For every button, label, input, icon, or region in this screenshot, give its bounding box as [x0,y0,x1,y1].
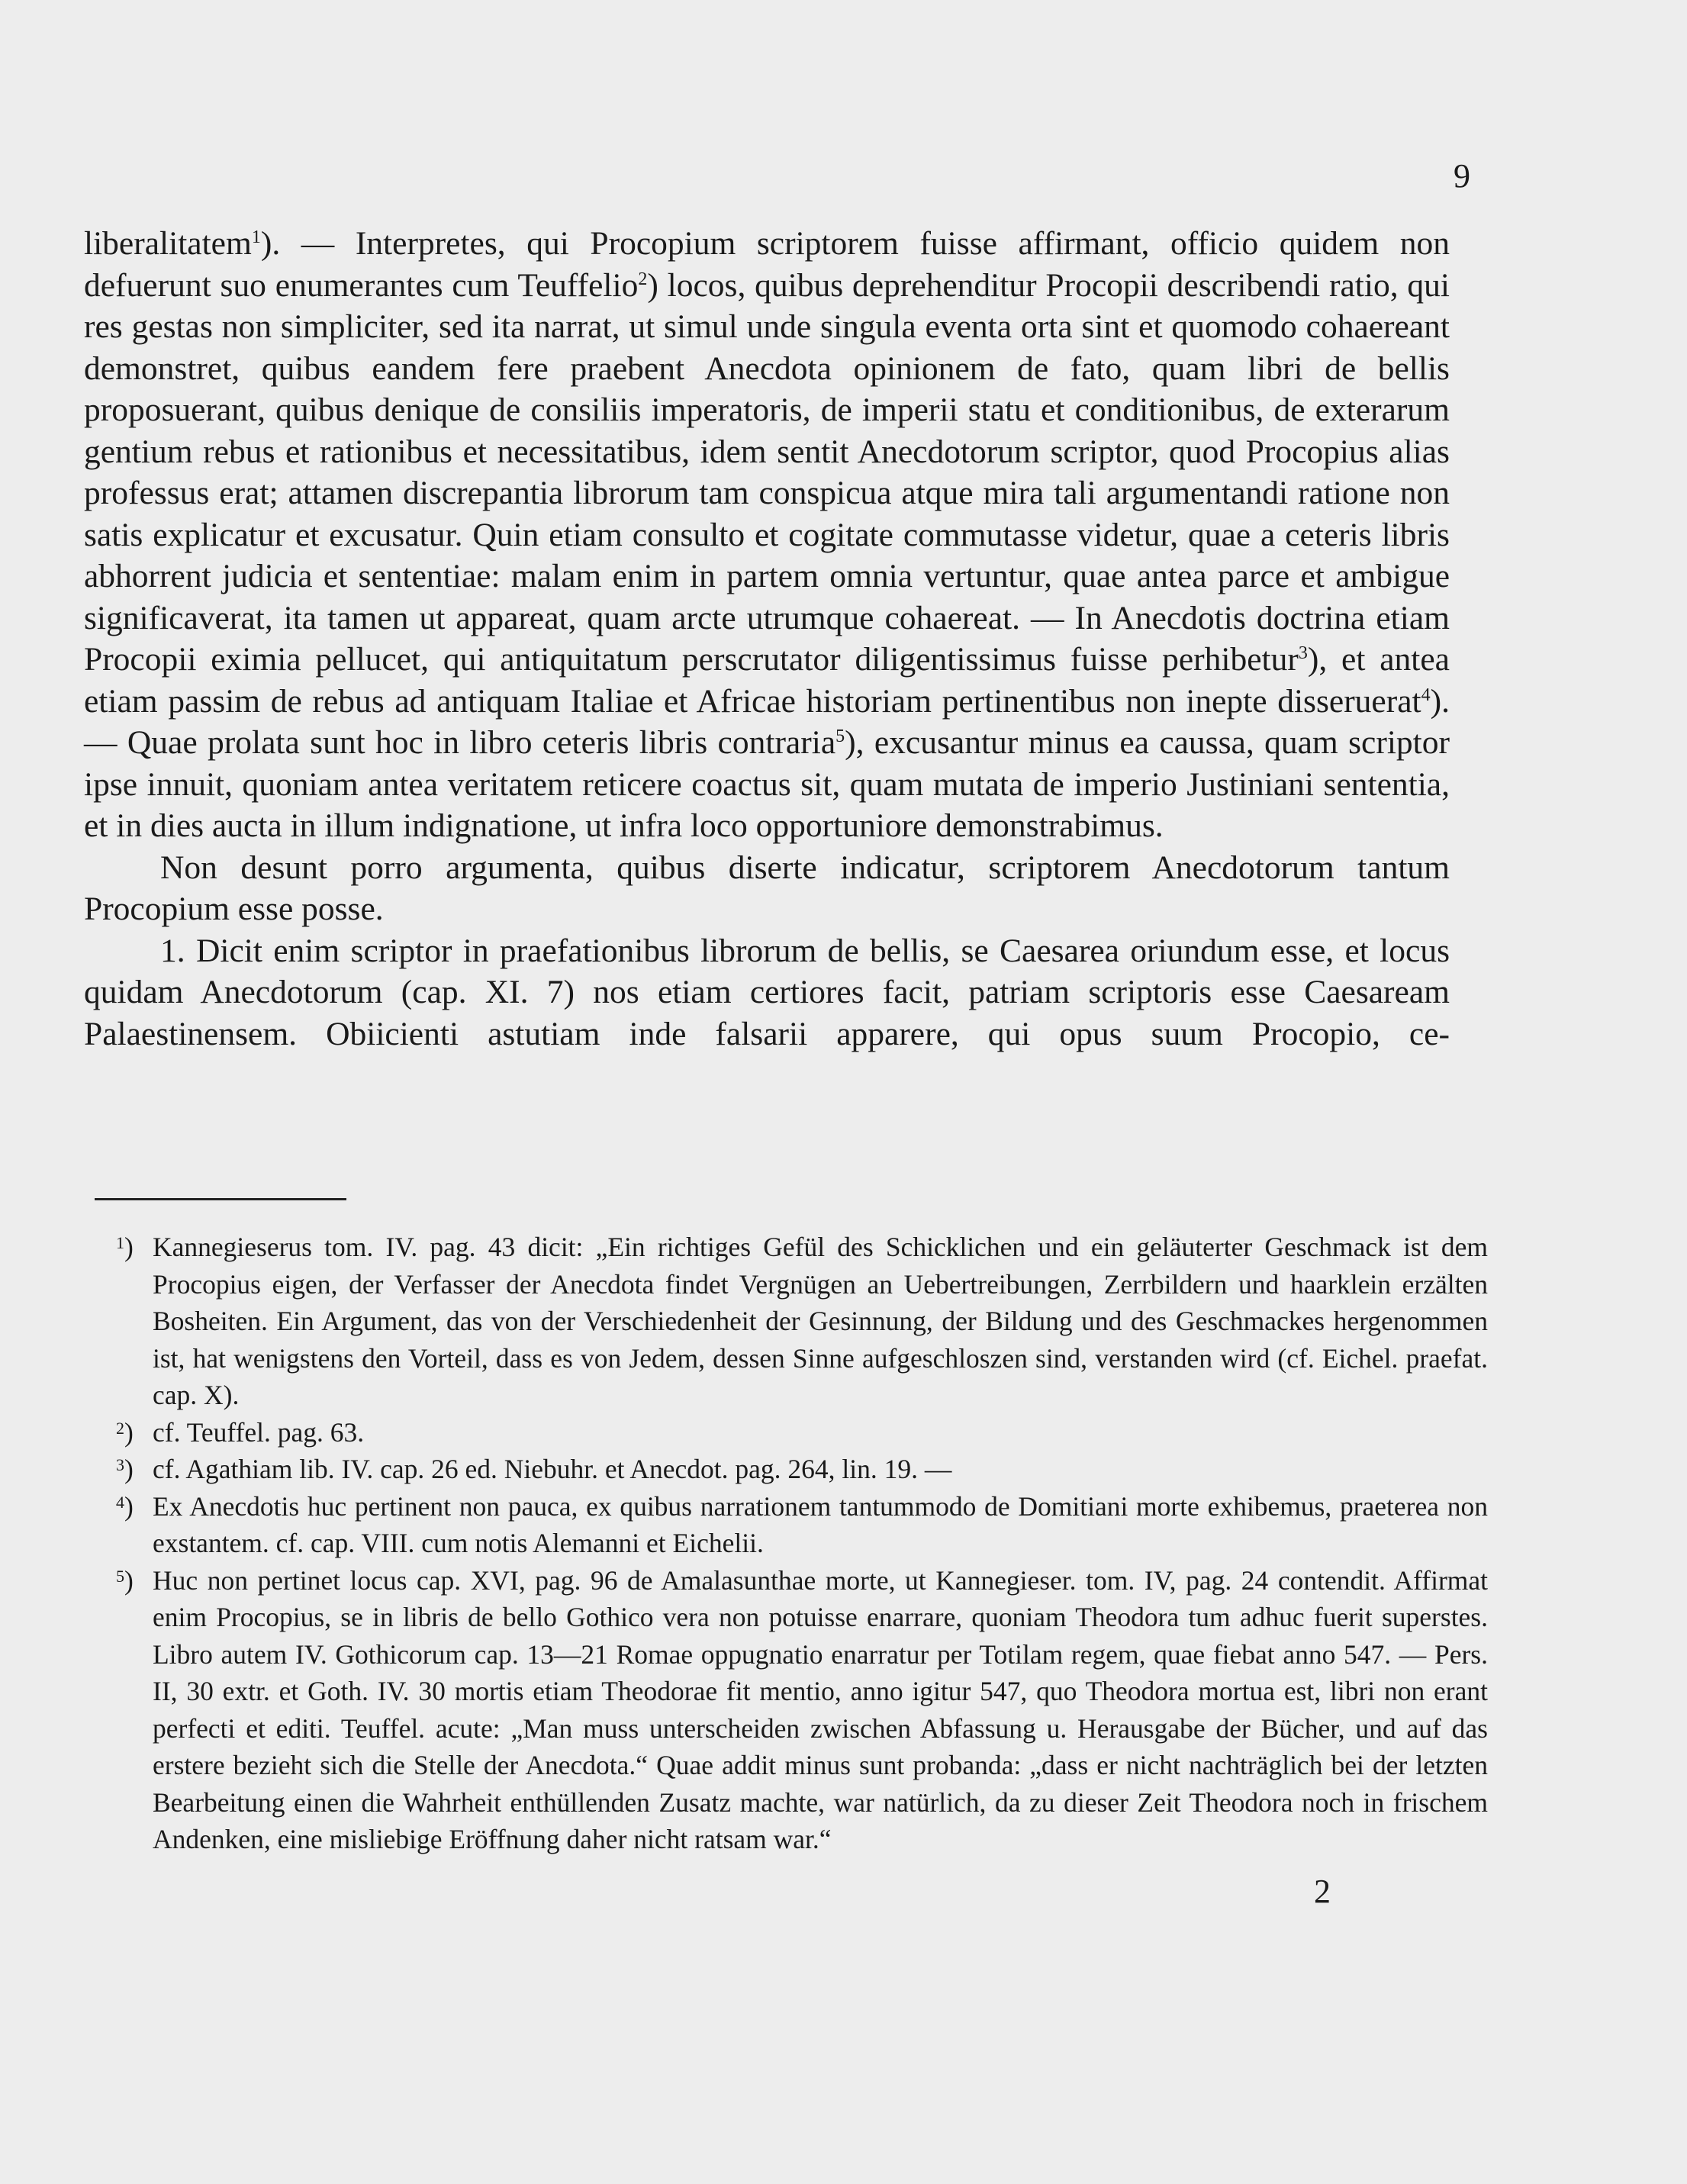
signature-mark: 2 [1314,1873,1331,1910]
page-number: 9 [1454,157,1470,195]
paragraph-3: 1. Dicit enim scriptor in praefationibus librorum de bellis, se Caesarea oriundum esse, et locus quidam Anecdotorum (cap. XI. 7) nos etiam certiores facit, patriam scriptoris esse Caesaream Palaestinensem. Obiicienti astutiam inde falsarii apparere, qui opus suum Procopio, ce- [84,932,1450,1052]
footnote-text: cf. Agathiam lib. IV. cap. 26 ed. Niebuhr. et Anecdot. pag. 264, lin. 19. — [153,1454,952,1484]
footnote-3 [116,1451,1488,1488]
footnote-ref-4: 4 [1421,685,1431,705]
footnote-4 [116,1488,1488,1562]
footnote-mark: $^5$) [116,1564,134,1596]
footnote-text: Ex Anecdotis huc pertinent non pauca, ex quibus narrationem tantummodo de Domitiani morte exhibemus, praeterea non exstantem. cf. cap. VIII. cum notis Alemanni et Eichelii. [153,1490,1488,1558]
footnotes [116,1229,1488,1858]
footnote-5 [116,1562,1488,1858]
footnote-mark: $^2$) [116,1416,134,1448]
footnote-text: cf. Teuffel. pag. 63. [153,1416,365,1448]
footnote-text: Huc non pertinet locus cap. XVI, pag. 96 de Amalasunthae morte, ut Kannegieser. tom. IV, pag. 24 contendit. Affirmat enim Procopius, se in libris de bello Gothico vera non potuisse enarrare, quoniam Theodora tum adhuc fuerit superstes. Libro autem IV. Gothicorum cap. 13—21 Romae oppugnatio enarratur per Totilam regem, quae fiebat anno 547. — Pers. II, 30 extr. et Goth. IV. 30 mortis etiam Theodorae fit mentio, anno igitur 547, quo Theodora mortua est, libri non erant perfecti et editi. Teuffel. acute: „Man muss unterscheiden zwischen Abfassung u. Herausgabe der Bücher, und auf das erstere bezieht sich die Stelle der Anecdota.“ Quae addit minus sunt probanda: „dass er nicht nachträglich bei der letzten Bearbeitung einen die Wahrheit enthüllenden Zusatz machte, war natürlich, da zu dieser Zeit Theodora noch in frischem Andenken, eine misliebige Eröffnung daher nicht ratsam war.“ [153,1564,1488,1854]
footnote-divider [95,1198,346,1200]
footnote-ref-3: 3 [1298,643,1308,663]
footnote-2 [116,1414,1488,1451]
paragraph-2: Non desunt porro argumenta, quibus diserte indicatur, scriptorem Anecdotorum tantum Procopium esse posse. [84,849,1450,927]
paragraph-1: liberalitatem$^1$). — Interpretes, qui Procopium scriptorem fuisse affirmant, officio quidem non defuerunt suo enumerantes cum Teuffelio$^2$) locos, quibus deprehenditur Procopii describendi ratio, qui res gestas non simpliciter, sed ita narrat, ut simul unde singula eventa orta sint et quomodo cohaereant demonstret, quibus eandem fere praebent Anecdota opinionem de fato, quam libri de bellis proposuerant, quibus denique de consiliis imperatoris, de imperii statu et conditionibus, de exterarum gentium rebus et rationibus et necessitatibus, idem sentit Anecdotorum scriptor, quod Procopius alias professus erat; attamen discrepantia librorum tam conspicua atque mira tali argumentandi ratione non satis explicatur et excusatur. Quin etiam consulto et cogitate commutasse videtur, quae a ceteris libris abhorrent judicia et sententiae: malam enim in partem omnia vertuntur, quae antea parce et ambigue significaverat, ita tamen ut appareat, quam arcte utrumque cohaereat. — In Anecdotis doctrina etiam Procopii eximia pellucet, qui antiquitatum perscrutator diligentissimus fuisse perhibetur$^3$), et antea etiam passim de rebus ad antiquam Italiae et Africae historiam pertinentibus non inepte disseruerat$^4$). — Quae prolata sunt hoc in libro ceteris libris contraria$^5$), excusantur minus ea caussa, quam scriptor ipse innuit, quoniam antea veritatem reticere coactus sit, quam mutata de imperio Justiniani sententia, et in dies aucta in illum indignatione, ut infra loco opportuniore demonstrabimus. [84,225,1450,844]
main-text [84,223,1450,1055]
footnote-1 [116,1229,1488,1414]
footnote-mark: $^3$) [116,1454,134,1484]
footnote-ref-2: 2 [638,269,648,289]
footnote-text: Kannegieserus tom. IV. pag. 43 dicit: „Ein richtiges Gefül des Schicklichen und ein geläuterter Geschmack ist dem Procopius eigen, der Verfasser der Anecdota findet Vergnügen an Uebertreibungen, Zerrbildern und haarklein erzälten Bosheiten. Ein Argument, das von der Verschiedenheit der Gesinnung, der Bildung und des Geschmackes hergenommen ist, hat wenigstens den Vorteil, dass es von Jedem, dessen Sinne aufgeschloszen sind, verstanden wird (cf. Eichel. praefat. cap. X). [153,1232,1488,1410]
footnote-mark: $^1$) [116,1232,134,1262]
footnote-ref-5: 5 [835,726,845,746]
footnote-mark: $^4$) [116,1490,134,1522]
footnote-ref-1: 1 [251,227,261,247]
